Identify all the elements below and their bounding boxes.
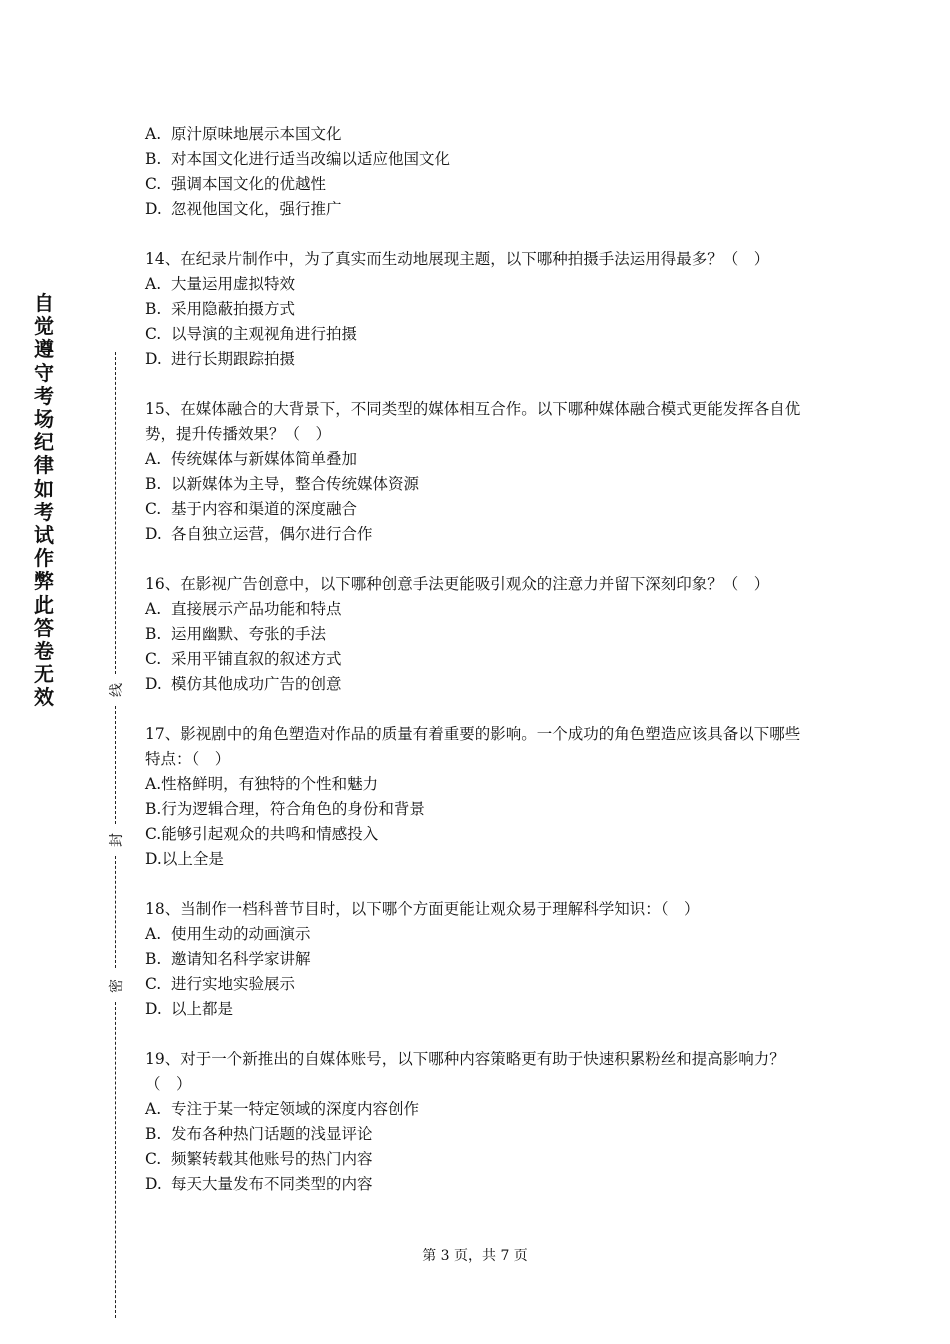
option-text: 强调本国文化的优越性	[171, 175, 327, 193]
option-text: 以新媒体为主导，整合传统媒体资源	[171, 475, 420, 493]
option-text: 原汁原味地展示本国文化	[171, 125, 342, 143]
option-row	[145, 522, 813, 547]
option-letter: D.	[145, 850, 162, 868]
question-stem: 19、对于一个新推出的自媒体账号，以下哪种内容策略更有助于快速积累粉丝和提高影响力？（ ）	[145, 1050, 785, 1093]
option-text: 以上都是	[171, 1000, 234, 1018]
option-row	[145, 147, 813, 172]
option-text: 行为逻辑合理，符合角色的身份和背景	[161, 800, 425, 818]
seal-dashed-line-bottom	[115, 1002, 116, 1318]
option-letter: B.	[145, 950, 162, 968]
question-stem: 16、在影视广告创意中，以下哪种创意手法更能吸引观众的注意力并留下深刻印象？（ ）	[145, 575, 770, 593]
option-text: 基于内容和渠道的深度融合	[171, 500, 358, 518]
seal-dashed-line-lower	[115, 856, 116, 968]
option-row	[145, 972, 813, 997]
option-letter: D.	[145, 350, 162, 368]
option-text: 每天大量发布不同类型的内容	[171, 1175, 373, 1193]
option-letter: C.	[145, 825, 162, 843]
option-letter: A.	[145, 125, 162, 143]
option-row	[145, 647, 813, 672]
option-text: 以导演的主观视角进行拍摄	[171, 325, 358, 343]
option-text: 采用隐蔽拍摄方式	[171, 300, 296, 318]
option-row	[145, 997, 813, 1022]
option-letter: D.	[145, 675, 162, 693]
option-letter: B.	[145, 475, 162, 493]
option-letter: D.	[145, 200, 162, 218]
option-text: 频繁转载其他账号的热门内容	[171, 1150, 373, 1168]
option-row	[145, 497, 813, 522]
option-letter: C.	[145, 650, 162, 668]
option-text: 发布各种热门话题的浅显评论	[171, 1125, 373, 1143]
option-row	[145, 472, 813, 497]
option-row	[145, 447, 813, 472]
question-block	[145, 1047, 813, 1197]
option-row	[145, 1147, 813, 1172]
option-letter: A.	[145, 775, 162, 793]
question-stem: 15、在媒体融合的大背景下，不同类型的媒体相互合作。以下哪种媒体融合模式更能发挥各自优势，提升传播效果？（ ）	[145, 400, 801, 443]
option-text: 传统媒体与新媒体简单叠加	[171, 450, 358, 468]
option-row	[145, 1172, 813, 1197]
option-row	[145, 1122, 813, 1147]
option-row	[145, 822, 813, 847]
option-letter: C.	[145, 325, 162, 343]
option-letter: A.	[145, 450, 162, 468]
option-letter: B.	[145, 150, 162, 168]
option-letter: A.	[145, 925, 162, 943]
option-row	[145, 297, 813, 322]
option-letter: C.	[145, 175, 162, 193]
question-stem: 18、当制作一档科普节目时，以下哪个方面更能让观众易于理解科学知识：（ ）	[145, 900, 700, 918]
option-text: 采用平铺直叙的叙述方式	[171, 650, 342, 668]
option-letter: C.	[145, 1150, 162, 1168]
option-letter: D.	[145, 1175, 162, 1193]
option-row	[145, 922, 813, 947]
option-row	[145, 622, 813, 647]
option-row	[145, 347, 813, 372]
option-row	[145, 772, 813, 797]
option-letter: C.	[145, 500, 162, 518]
option-row	[145, 947, 813, 972]
option-text: 以上全是	[161, 850, 224, 868]
option-text: 进行长期跟踪拍摄	[171, 350, 296, 368]
option-row	[145, 172, 813, 197]
option-letter: B.	[145, 800, 162, 818]
option-letter: D.	[145, 1000, 162, 1018]
option-letter: C.	[145, 975, 162, 993]
option-letter: A.	[145, 275, 162, 293]
option-row	[145, 797, 813, 822]
option-text: 性格鲜明，有独特的个性和魅力	[161, 775, 379, 793]
option-text: 对本国文化进行适当改编以适应他国文化	[171, 150, 451, 168]
option-text: 忽视他国文化，强行推广	[171, 200, 342, 218]
option-row	[145, 1097, 813, 1122]
option-text: 进行实地实验展示	[171, 975, 296, 993]
option-text: 专注于某一特定领域的深度内容创作	[171, 1100, 420, 1118]
option-letter: A.	[145, 600, 162, 618]
option-letter: D.	[145, 525, 162, 543]
option-text: 运用幽默、夸张的手法	[171, 625, 327, 643]
option-letter: B.	[145, 1125, 162, 1143]
question-list	[145, 122, 813, 1222]
seal-dashed-line-top	[115, 352, 116, 674]
option-row	[145, 322, 813, 347]
question-block	[145, 572, 813, 697]
question-block	[145, 722, 813, 872]
option-text: 使用生动的动画演示	[171, 925, 311, 943]
question-stem: 14、在纪录片制作中，为了真实而生动地展现主题，以下哪种拍摄手法运用得最多？（ ）	[145, 250, 770, 268]
option-row	[145, 597, 813, 622]
option-text: 邀请知名科学家讲解	[171, 950, 311, 968]
seal-warning-text: 自觉遵守考场纪律如考试作弊此答卷无效	[34, 291, 54, 710]
option-text: 直接展示产品功能和特点	[171, 600, 342, 618]
option-text: 各自独立运营，偶尔进行合作	[171, 525, 373, 543]
option-letter: B.	[145, 625, 162, 643]
seal-dashed-line-middle	[115, 706, 116, 824]
option-text: 模仿其他成功广告的创意	[171, 675, 342, 693]
option-text: 大量运用虚拟特效	[171, 275, 296, 293]
option-row	[145, 672, 813, 697]
option-letter: A.	[145, 1100, 162, 1118]
page-footer: 第 3 页，共 7 页	[422, 1248, 528, 1264]
option-row	[145, 122, 813, 147]
question-block	[145, 897, 813, 1022]
question-block	[145, 122, 813, 222]
seal-secret-label: 密	[109, 979, 125, 993]
option-row	[145, 847, 813, 872]
question-block	[145, 397, 813, 547]
option-letter: B.	[145, 300, 162, 318]
option-row	[145, 272, 813, 297]
question-block	[145, 247, 813, 372]
question-stem: 17、影视剧中的角色塑造对作品的质量有着重要的影响。一个成功的角色塑造应该具备以下哪些特点：（ ）	[145, 725, 801, 768]
seal-line-label: 线	[109, 683, 125, 697]
option-row	[145, 197, 813, 222]
seal-seal-label: 封	[109, 833, 125, 847]
option-text: 能够引起观众的共鸣和情感投入	[161, 825, 379, 843]
